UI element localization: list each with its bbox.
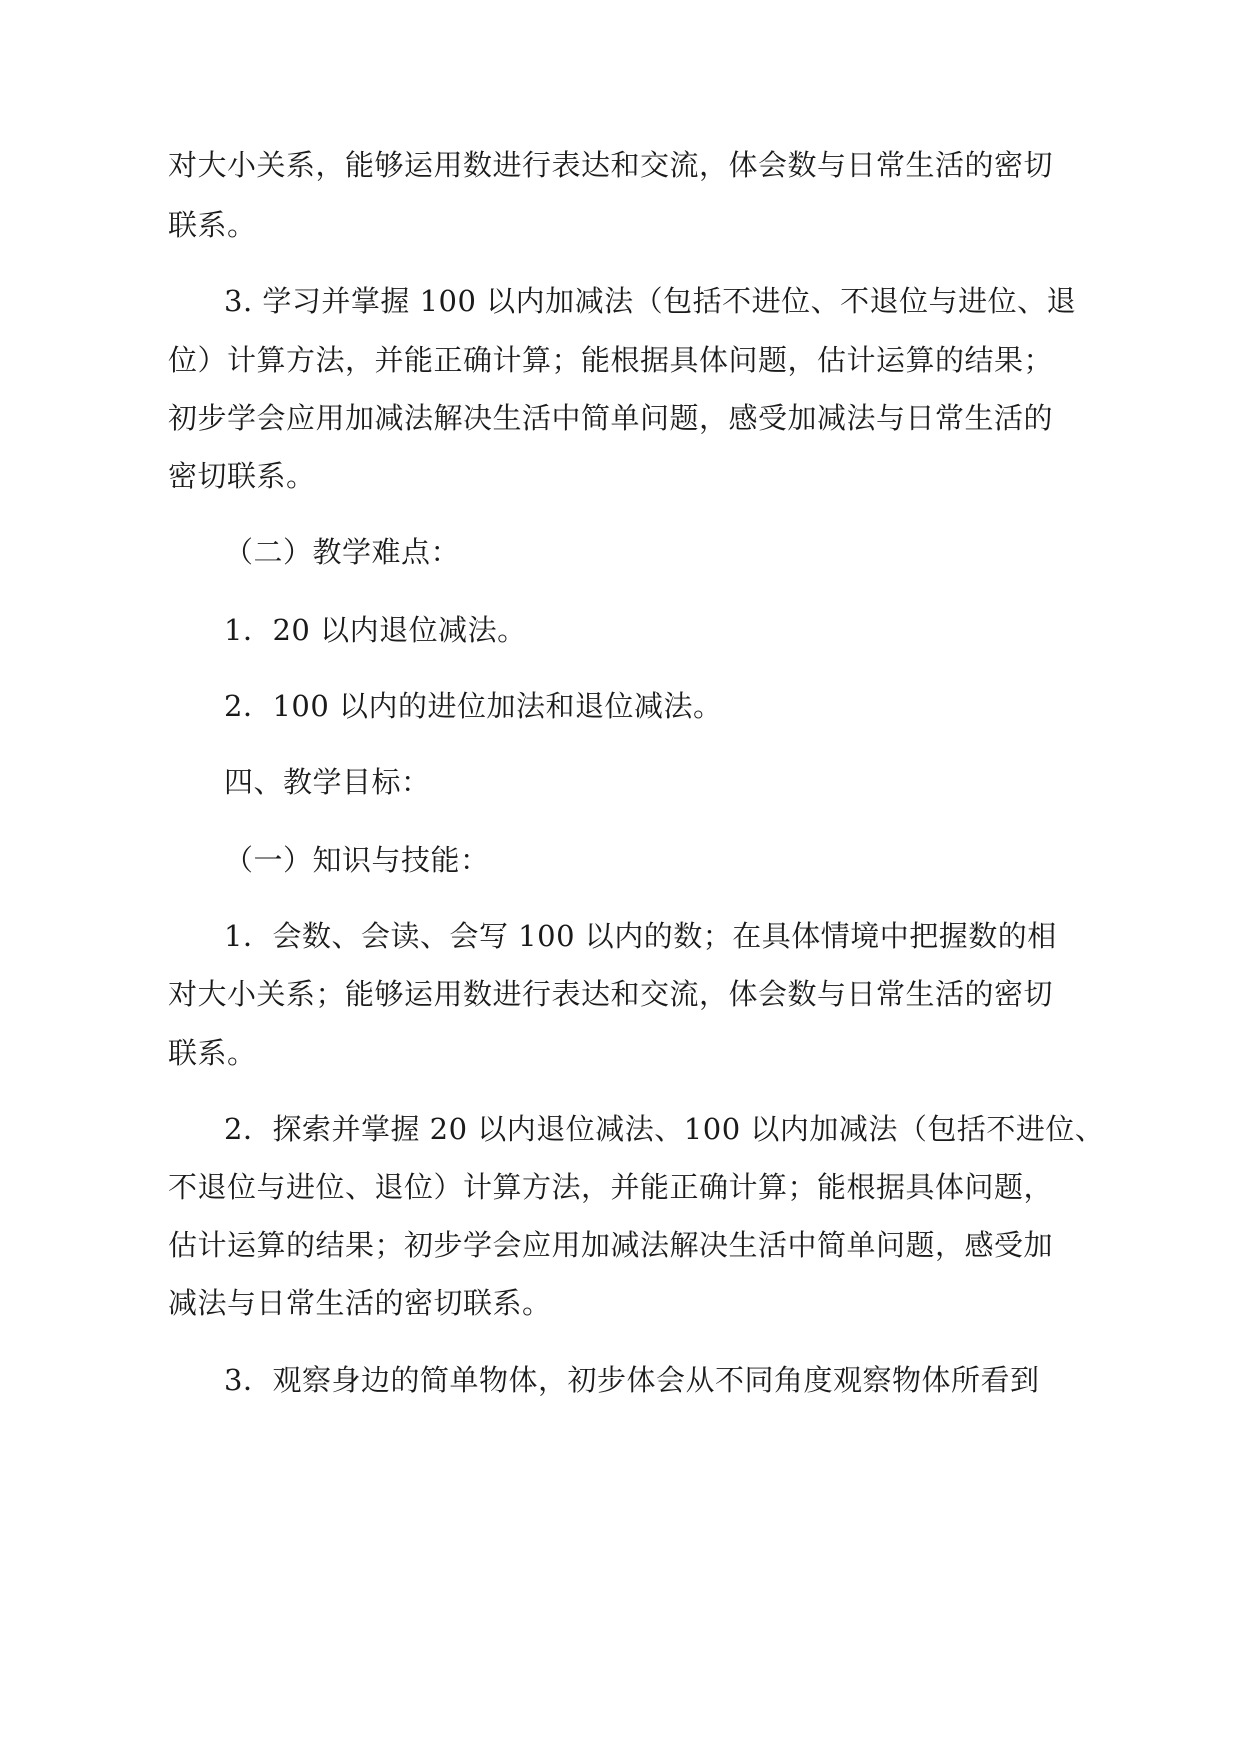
paragraph-line: 联系。 (168, 1036, 257, 1070)
paragraph-line: 3．观察身边的简单物体，初步体会从不同角度观察物体所看到 (224, 1363, 1040, 1397)
paragraph-line: 对大小关系；能够运用数进行表达和交流，体会数与日常生活的密切 (168, 977, 1054, 1011)
paragraph-line: 1．会数、会读、会写 100 以内的数；在具体情境中把握数的相 (224, 919, 1057, 953)
paragraph-line: 3. 学习并掌握 100 以内加减法（包括不进位、不退位与进位、退 (224, 284, 1077, 318)
paragraph-line: 不退位与进位、退位）计算方法，并能正确计算；能根据具体问题， (168, 1170, 1054, 1204)
paragraph-line: 对大小关系，能够运用数进行表达和交流，体会数与日常生活的密切 (168, 148, 1054, 182)
paragraph-line: 初步学会应用加减法解决生活中简单问题，感受加减法与日常生活的 (168, 401, 1054, 435)
section-heading: 四、教学目标： (224, 765, 431, 799)
paragraph-line: 联系。 (168, 208, 257, 242)
list-item: 2．100 以内的进位加法和退位减法。 (224, 689, 723, 723)
paragraph-line: 估计运算的结果；初步学会应用加减法解决生活中简单问题，感受加 (168, 1228, 1054, 1262)
paragraph-line: 减法与日常生活的密切联系。 (168, 1286, 552, 1320)
paragraph-line: 密切联系。 (168, 459, 316, 493)
paragraph-line: 位）计算方法，并能正确计算；能根据具体问题，估计运算的结果； (168, 343, 1054, 377)
subsection-heading: （一）知识与技能： (224, 843, 490, 877)
section-heading: （二）教学难点： (224, 535, 461, 569)
paragraph-line: 2．探索并掌握 20 以内退位减法、100 以内加减法（包括不进位、 (224, 1112, 1105, 1146)
list-item: 1．20 以内退位减法。 (224, 613, 527, 647)
